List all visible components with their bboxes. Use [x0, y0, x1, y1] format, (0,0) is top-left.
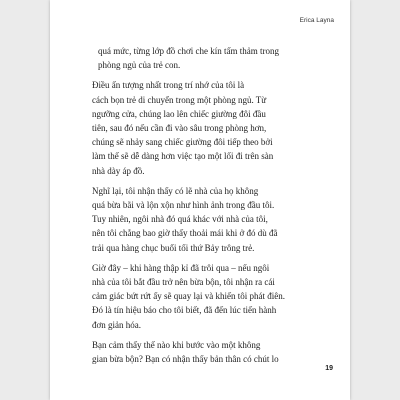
paragraph	[92, 78, 348, 177]
text-line: cảm giác bứt rứt ấy sẽ quay lại và khiến tôi phát điên.	[92, 291, 285, 302]
text-line: phòng ngủ của trẻ con.	[98, 60, 181, 71]
text-line: Đó là tín hiệu báo cho tôi biết, đã đến lúc tiến hành	[92, 305, 277, 316]
text-line: quá mức, từng lớp đồ chơi che kín tấm thảm trong	[98, 46, 279, 56]
paragraph	[98, 44, 348, 72]
running-header-author: Erica Layna	[299, 17, 334, 24]
page-number: 19	[325, 365, 333, 372]
text-line: trải qua hàng chục buổi tối thứ Bảy trông trẻ.	[92, 242, 255, 253]
text-line: Tuy nhiên, ngôi nhà đó quá khác với nhà của tôi,	[92, 214, 268, 225]
text-line: chúng sẽ nhảy sang chiếc giường đôi tiếp theo bởi	[92, 137, 273, 148]
text-line: nên tôi chẳng bao giờ thấy thoải mái khi ở đó dù đã	[92, 228, 278, 239]
text-line: Nghĩ lại, tôi nhận thấy có lẽ nhà của họ không	[92, 185, 259, 196]
body-text	[92, 44, 348, 372]
book-page	[50, 0, 350, 400]
paragraph	[92, 338, 348, 366]
text-line: tiên, sau đó nếu cần đi vào sâu trong phòng hơn,	[92, 123, 267, 134]
text-line: đơn giản hóa.	[92, 319, 141, 330]
text-line: Điều ấn tượng nhất trong trí nhớ của tôi là	[92, 80, 245, 91]
text-line: làm thế sẽ dễ dàng hơn việc tạo một lối đi trên sàn	[92, 151, 274, 162]
text-line: ngưỡng cửa, chúng lao lên chiếc giường đôi đầu	[92, 108, 266, 119]
text-line: nhà dày áp đồ.	[92, 165, 145, 176]
text-line: cách bọn trẻ di chuyển trong một phòng ngủ. Từ	[92, 94, 267, 105]
text-line: nhà của tôi bắt đầu trở nên bừa bộn, tôi nhận ra cái	[92, 277, 275, 288]
text-line: gian bừa bộn? Bạn có nhận thấy bản thân có chút lo	[92, 354, 279, 365]
paragraph	[92, 261, 348, 332]
paragraph	[92, 184, 348, 255]
text-line: quá bừa bãi và lộn xộn như hình ảnh trong đầu tôi.	[92, 200, 275, 211]
text-line: Giờ đây – khi hàng thập kỉ đã trôi qua – nếu ngôi	[92, 262, 270, 273]
text-line: Bạn cảm thấy thế nào khi bước vào một không	[92, 339, 261, 350]
